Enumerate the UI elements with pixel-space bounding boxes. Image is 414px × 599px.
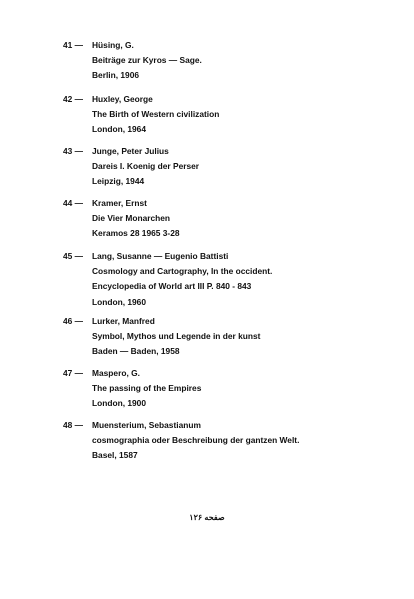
- entry-publication: Leipzig, 1944: [92, 176, 145, 187]
- entry-number: 41 —: [63, 40, 84, 50]
- entry-author: Hüsing, G.: [92, 40, 134, 50]
- entry-number: 44 —: [63, 198, 84, 208]
- entry-number: 43 —: [63, 146, 84, 156]
- bibliography-entry: [63, 196, 393, 242]
- entry-source: Encyclopedia of World art III P. 840 - 843: [92, 281, 252, 292]
- entry-title: Beiträge zur Kyros — Sage.: [92, 55, 202, 66]
- entry-title: Die Vier Monarchen: [92, 213, 171, 224]
- entry-title: The Birth of Western civilization: [92, 109, 220, 120]
- entry-title: Cosmology and Cartography, In the occident.: [92, 266, 273, 277]
- bibliography-entry: [63, 249, 393, 310]
- entry-number: 42 —: [63, 94, 84, 104]
- entry-publication: Berlin, 1906: [92, 70, 140, 81]
- entry-publication: London, 1900: [92, 398, 146, 409]
- bibliography-entry: [63, 144, 393, 190]
- entry-author: Lurker, Manfred: [92, 316, 155, 326]
- entry-number: 46 —: [63, 316, 84, 326]
- entry-title: The passing of the Empires: [92, 383, 202, 394]
- entry-title: Dareis I. Koenig der Perser: [92, 161, 200, 172]
- entry-author: Junge, Peter Julius: [92, 146, 169, 156]
- bibliography-entry: [63, 38, 393, 84]
- entry-title: cosmographia oder Beschreibung der gantzen Welt.: [92, 435, 300, 446]
- entry-publication: London, 1960: [92, 296, 146, 307]
- entry-publication: Baden — Baden, 1958: [92, 346, 180, 357]
- entry-author: Kramer, Ernst: [92, 198, 147, 208]
- entry-number: 45 —: [63, 251, 84, 261]
- entry-number: 48 —: [63, 420, 84, 430]
- entry-author: Maspero, G.: [92, 368, 140, 378]
- entry-publication: Keramos 28 1965 3-28: [92, 228, 180, 239]
- bibliography-entry: [63, 92, 393, 138]
- entry-author: Huxley, George: [92, 94, 153, 104]
- entry-publication: Basel, 1587: [92, 450, 138, 461]
- entry-title: Symbol, Mythos und Legende in der kunst: [92, 331, 261, 342]
- bibliography-entry: [63, 418, 393, 464]
- entry-publication: London, 1964: [92, 124, 146, 135]
- entry-number: 47 —: [63, 368, 84, 378]
- page-number: صفحه ۱۲۶: [189, 513, 225, 522]
- bibliography-entry: [63, 366, 393, 412]
- bibliography-entry: [63, 314, 393, 360]
- entry-author: Lang, Susanne — Eugenio Battisti: [92, 251, 229, 261]
- entry-author: Muensterium, Sebastianum: [92, 420, 201, 430]
